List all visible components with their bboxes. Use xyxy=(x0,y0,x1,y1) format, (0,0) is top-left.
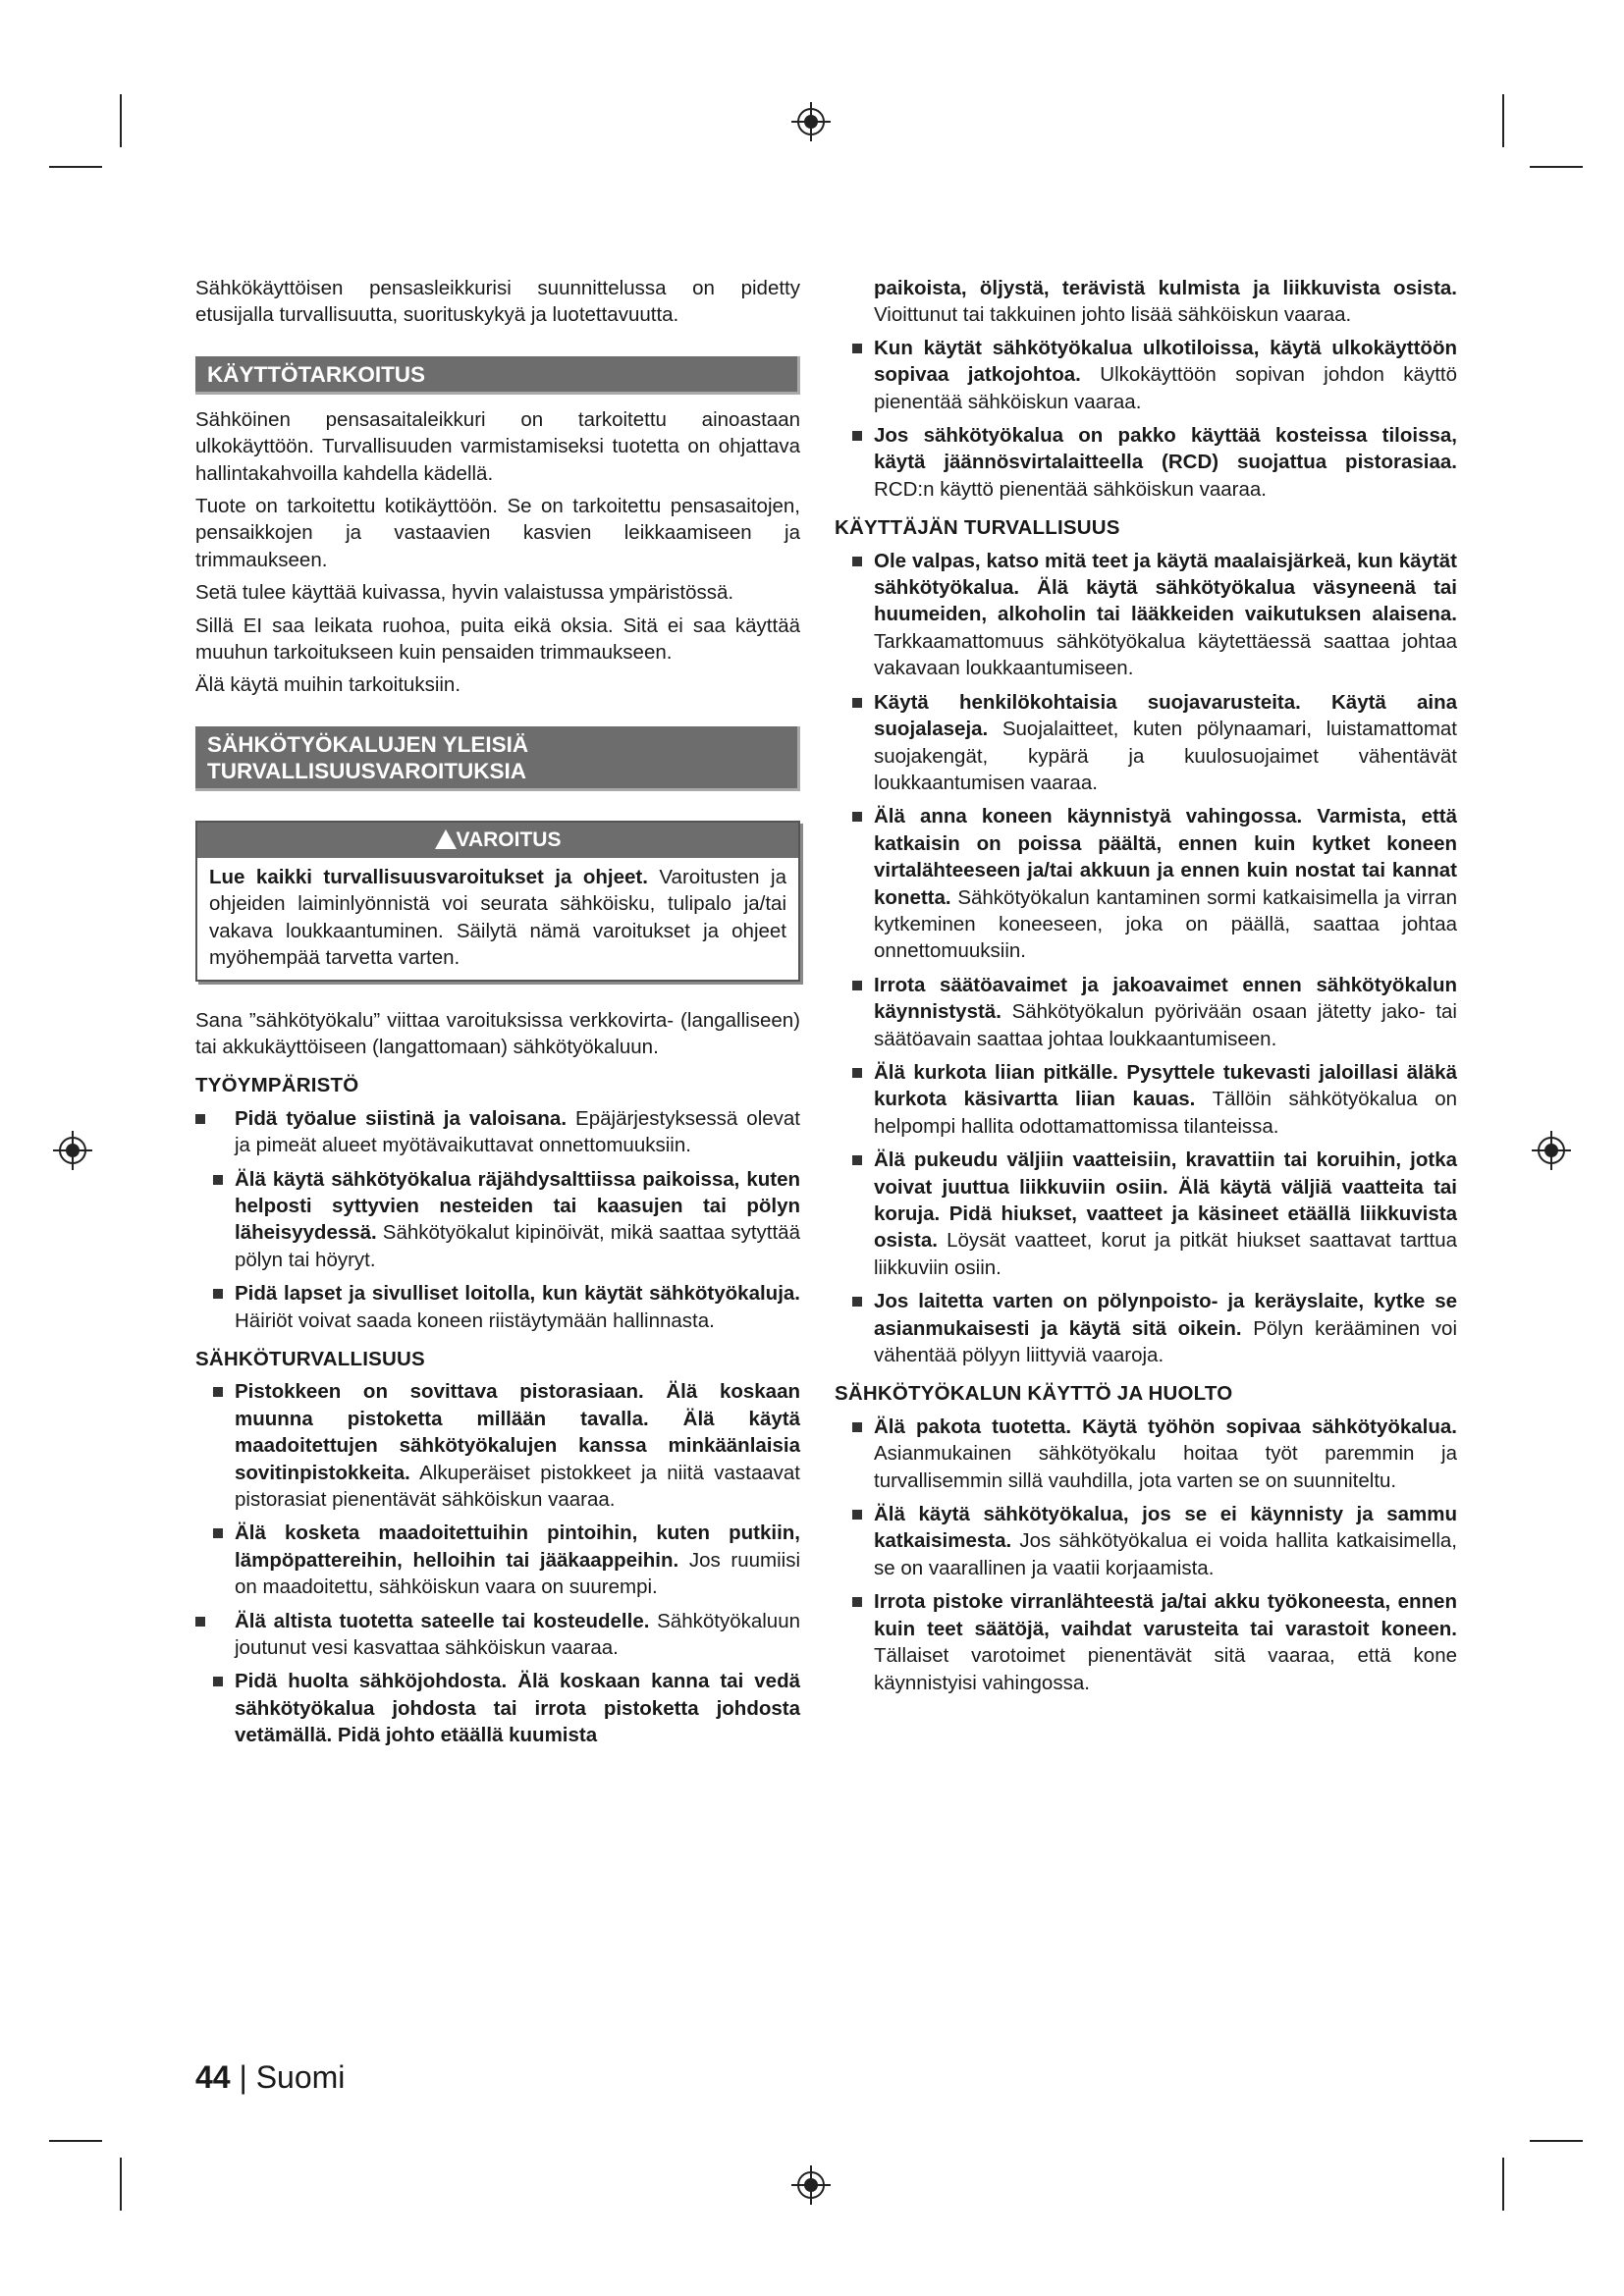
list-item xyxy=(835,422,1457,503)
warning-triangle-icon xyxy=(435,829,457,849)
list-item xyxy=(835,1059,1457,1140)
registration-mark-icon xyxy=(1532,1131,1571,1170)
work-area-list xyxy=(195,1105,800,1334)
list-item-text: Epäjärjestyksessä olevat ja pimeät alueet myötävaikuttavat onnettomuuksiin. xyxy=(235,1106,800,1157)
crop-mark xyxy=(120,2158,122,2211)
electrical-safety-list-continued xyxy=(835,335,1457,503)
usage-heading: KÄYTTÖTARKOITUS xyxy=(195,356,800,395)
continued-text: Vioittunut tai takkuinen johto lisää sähköiskun vaaraa. xyxy=(874,303,1352,327)
electrical-safety-heading: SÄHKÖTURVALLISUUS xyxy=(195,1347,425,1370)
list-item-text: Suojalaitteet, kuten pölynaamari, luistamattomat suojakengät, kypärä ja kuulosuojaimet vähentävät loukkaantumisen vaaraa. xyxy=(874,718,1457,794)
list-item-bold: Pidä huolta sähköjohdosta. Älä koskaan kanna tai vedä sähkötyökalua johdosta tai irrota pistoketta johdosta vetämällä. Pidä johto etäällä kuumista xyxy=(235,1670,800,1747)
list-item-text: Alkuperäiset pistokkeet ja niitä vastaavat pistorasiat pienentävät sähköiskun vaaraa. xyxy=(235,1461,800,1511)
warning-box xyxy=(195,821,800,982)
list-item xyxy=(835,972,1457,1052)
list-item-bold: Pidä lapset ja sivulliset loitolla, kun käytät sähkötyökaluja. xyxy=(235,1282,800,1306)
registration-mark-icon xyxy=(791,2165,831,2205)
crop-mark xyxy=(49,166,102,168)
usage-paragraph: Tuote on tarkoitettu kotikäyttöön. Se on tarkoitettu pensasaitojen, pensaikkojen ja vastaavien kasvien leikkaamiseen ja trimmaukseen. xyxy=(195,495,800,571)
list-item-bold: Älä anna koneen käynnistyä vahingossa. Varmista, että katkaisin on poissa päältä, ennen kuin kytket koneen virtalähteeseen ja/tai akkuun ja ennen kuin nostat tai kannat konetta. xyxy=(874,805,1457,909)
list-item-text: Sähkötyökalut kipinöivät, mikä saattaa sytyttää pölyn tai höyryt. xyxy=(235,1221,800,1271)
definition-paragraph: Sana ”sähkötyökalu” viittaa varoituksissa verkkovirta- (langalliseen) tai akkukäyttöiseen (langattomaan) sähkötyökaluun. xyxy=(195,1008,800,1058)
user-safety-heading: KÄYTTÄJÄN TURVALLISUUS xyxy=(835,516,1120,540)
warning-bold-text: Lue kaikki turvallisuusvaroitukset ja ohjeet. xyxy=(209,865,648,888)
list-item xyxy=(835,548,1457,682)
crop-mark xyxy=(1502,2158,1504,2211)
work-area-heading: TYÖYMPÄRISTÖ xyxy=(195,1074,359,1097)
list-item-bold: Pistokkeen on sovittava pistorasiaan. Älä koskaan muunna pistoketta millään tavalla. Älä käytä maadoitettujen sähkötyökalujen kanssa minkäänlaisia sovitinpistokkeita. xyxy=(235,1380,800,1484)
list-item-bold: Älä altista tuotetta sateelle tai kosteudelle. xyxy=(235,1609,650,1632)
page-number: 44 xyxy=(195,2059,231,2095)
list-item-text: Jos sähkötyökalua ei voida hallita katkaisimella, se on vaarallinen ja vaatii korjaamista. xyxy=(874,1529,1457,1579)
list-item-text: Asianmukainen sähkötyökalu hoitaa työt paremmin ja turvallisemmin sillä vauhdilla, jota varten se on suunniteltu. xyxy=(874,1442,1457,1492)
user-safety-list xyxy=(835,548,1457,1369)
list-item xyxy=(195,1378,800,1513)
list-item xyxy=(835,803,1457,964)
continued-bold: paikoista, öljystä, terävistä kulmista ja liikkuvista osista. xyxy=(874,277,1457,299)
list-item-bold: Irrota säätöavaimet ja jakoavaimet ennen sähkötyökalun käynnistystä. xyxy=(874,973,1457,1024)
list-item-bold: Kun käytät sähkötyökalua ulkotiloissa, käytä ulkokäyttöön sopivaa jatkojohtoa. xyxy=(874,336,1457,387)
list-item-text: Sähkötyökalun pyörivään osaan jätetty jako- tai säätöavain saattaa johtaa loukkaantumiseen. xyxy=(874,1000,1457,1050)
warning-header xyxy=(197,823,798,858)
list-item xyxy=(195,1608,800,1662)
list-item-text: Häiriöt voivat saada koneen riistäytymään hallinnasta. xyxy=(235,1308,715,1332)
electrical-safety-list xyxy=(195,1378,800,1748)
right-column xyxy=(835,275,1457,1703)
registration-mark-icon xyxy=(53,1131,92,1170)
crop-mark xyxy=(120,94,122,147)
usage-paragraph: Sillä EI saa leikata ruohoa, puita eikä oksia. Sitä ei saa käyttää muuhun tarkoitukseen kuin pensaiden trimmaukseen. xyxy=(195,614,800,665)
list-item-bold: Älä kurkota liian pitkälle. Pysyttele tukevasti jaloillasi äläkä kurkota käsivartta liian kauas. xyxy=(874,1060,1457,1111)
tool-use-heading: SÄHKÖTYÖKALUN KÄYTTÖ JA HUOLTO xyxy=(835,1382,1233,1406)
list-item-bold: Käytä henkilökohtaisia suojavarusteita. Käytä aina suojalaseja. xyxy=(874,690,1457,741)
list-item-text: Tarkkaamattomuus sähkötyökalua käytettäessä saattaa johtaa vakavaan loukkaantumiseen. xyxy=(874,629,1457,680)
list-item xyxy=(195,1280,800,1334)
list-item xyxy=(195,1166,800,1274)
footer-separator: | xyxy=(239,2059,247,2095)
list-item-text: Pölyn kerääminen voi vähentää pölyyn liittyviä vaaroja. xyxy=(874,1316,1457,1367)
list-item-text: Ulkokäyttöön sopivan johdon käyttö pienentää sähköiskun vaaraa. xyxy=(874,363,1458,413)
list-item-text: Sähkötyökaluun joutunut vesi kasvattaa sähköiskun vaaraa. xyxy=(235,1609,800,1660)
list-item-bold: Jos sähkötyökalua on pakko käyttää kosteissa tiloissa, käytä jäännösvirtalaitteella (RCD) suojattua pistorasiaa. xyxy=(874,424,1457,474)
warning-text xyxy=(209,864,786,972)
list-item-bold: Älä pukeudu väljiin vaatteisiin, kravattiin tai koruihin, jotka voivat juuttua liikkuviin osiin. Älä käytä väljiä vaatteita tai koruja. Pidä hiukset, vaatteet ja käsineet etäällä liikkuvista osista. xyxy=(874,1148,1457,1253)
list-item-text: Jos ruumiisi on maadoitettu, sähköiskun vaara on suurempi. xyxy=(235,1548,800,1599)
usage-paragraph: Sähköinen pensasaitaleikkuri on tarkoitettu ainoastaan ulkokäyttöön. Turvallisuuden varmistamiseksi tuotetta on ohjattava hallintakahvoilla kahdella kädellä. xyxy=(195,407,800,485)
list-item-bold: Älä pakota tuotetta. Käytä työhön sopivaa sähkötyökalua. xyxy=(874,1415,1457,1438)
list-item-bold: Ole valpas, katso mitä teet ja käytä maalaisjärkeä, kun käytät sähkötyökalua. Älä käytä sähkötyökalua väsyneenä tai huumeiden, alkoholin tai lääkkeiden vaikutuksen alaisena. xyxy=(874,549,1457,626)
list-item-bold: Pidä työalue siistinä ja valoisana. xyxy=(235,1106,568,1130)
list-item-bold: Jos laitetta varten on pölynpoisto- ja keräyslaite, kytke se asianmukaisesti ja käytä sitä oikein. xyxy=(874,1290,1457,1340)
continued-paragraph xyxy=(835,275,1457,329)
list-item xyxy=(195,1520,800,1600)
page-footer xyxy=(195,2059,345,2095)
list-item-bold: Älä käytä sähkötyökalua, jos se ei käynnisty ja sammu katkaisimesta. xyxy=(874,1503,1457,1553)
warning-label: VAROITUS xyxy=(456,828,562,851)
list-item xyxy=(835,1288,1457,1368)
list-item xyxy=(195,1105,800,1159)
list-item xyxy=(835,1501,1457,1581)
list-item-text: Tällaiset varotoimet pienentävät sitä vaaraa, että kone käynnistyisi vahingossa. xyxy=(874,1644,1457,1694)
left-column xyxy=(195,275,800,1756)
list-item xyxy=(195,1668,800,1748)
intro-paragraph: Sähkökäyttöisen pensasleikkurisi suunnittelussa on pidetty etusijalla turvallisuutta, suorituskykyä ja luotettavuutta. xyxy=(195,277,800,327)
list-item-bold: Älä kosketa maadoitettuihin pintoihin, kuten putkiin, lämpöpattereihin, helloihin tai jääkaappeihin. xyxy=(235,1522,800,1572)
list-item-bold: Älä käytä sähkötyökalua räjähdysalttiissa paikoissa, kuten helposti syttyvien nesteiden tai kaasujen tai pölyn läheisyydessä. xyxy=(235,1167,800,1245)
usage-paragraph: Setä tulee käyttää kuivassa, hyvin valaistussa ympäristössä. xyxy=(195,581,734,605)
list-item xyxy=(835,689,1457,797)
list-item-text: Löysät vaatteet, korut ja pitkät hiukset saattavat tarttua liikkuviin osiin. xyxy=(874,1229,1457,1279)
list-item-text: Tällöin sähkötyökalua on helpompi hallita odottamattomissa tilanteissa. xyxy=(874,1088,1457,1138)
usage-paragraph: Älä käytä muihin tarkoituksiin. xyxy=(195,673,461,697)
list-item xyxy=(835,1588,1457,1696)
tool-use-list xyxy=(835,1414,1457,1696)
crop-mark xyxy=(1502,94,1504,147)
warning-body xyxy=(197,858,798,980)
list-item-text: Sähkötyökalun kantaminen sormi katkaisimella ja virran kytkeminen koneeseen, joka on päällä, saattaa johtaa onnettomuuksiin. xyxy=(874,885,1457,963)
list-item-bold: Irrota pistoke virranlähteestä ja/tai akku työkoneesta, ennen kuin teet säätöjä, vaihdat varusteita tai varastoit koneen. xyxy=(874,1590,1457,1640)
registration-mark-icon xyxy=(791,102,831,141)
crop-mark xyxy=(1530,166,1583,168)
general-warnings-heading: SÄHKÖTYÖKALUJEN YLEISIÄ TURVALLISUUSVAROITUKSIA xyxy=(195,726,800,791)
crop-mark xyxy=(1530,2140,1583,2142)
list-item xyxy=(835,335,1457,415)
list-item xyxy=(835,1147,1457,1281)
list-item xyxy=(835,1414,1457,1494)
footer-language: Suomi xyxy=(255,2059,346,2095)
list-item-text: RCD:n käyttö pienentää sähköiskun vaaraa. xyxy=(874,477,1267,501)
crop-mark xyxy=(49,2140,102,2142)
warning-detail-text: Varoitusten ja ohjeiden laiminlyönnistä voi seurata sähköisku, tulipalo ja/tai vakava loukkaantuminen. Säilytä nämä varoitukset ja ohjeet myöhempää tarvetta varten. xyxy=(209,865,786,970)
